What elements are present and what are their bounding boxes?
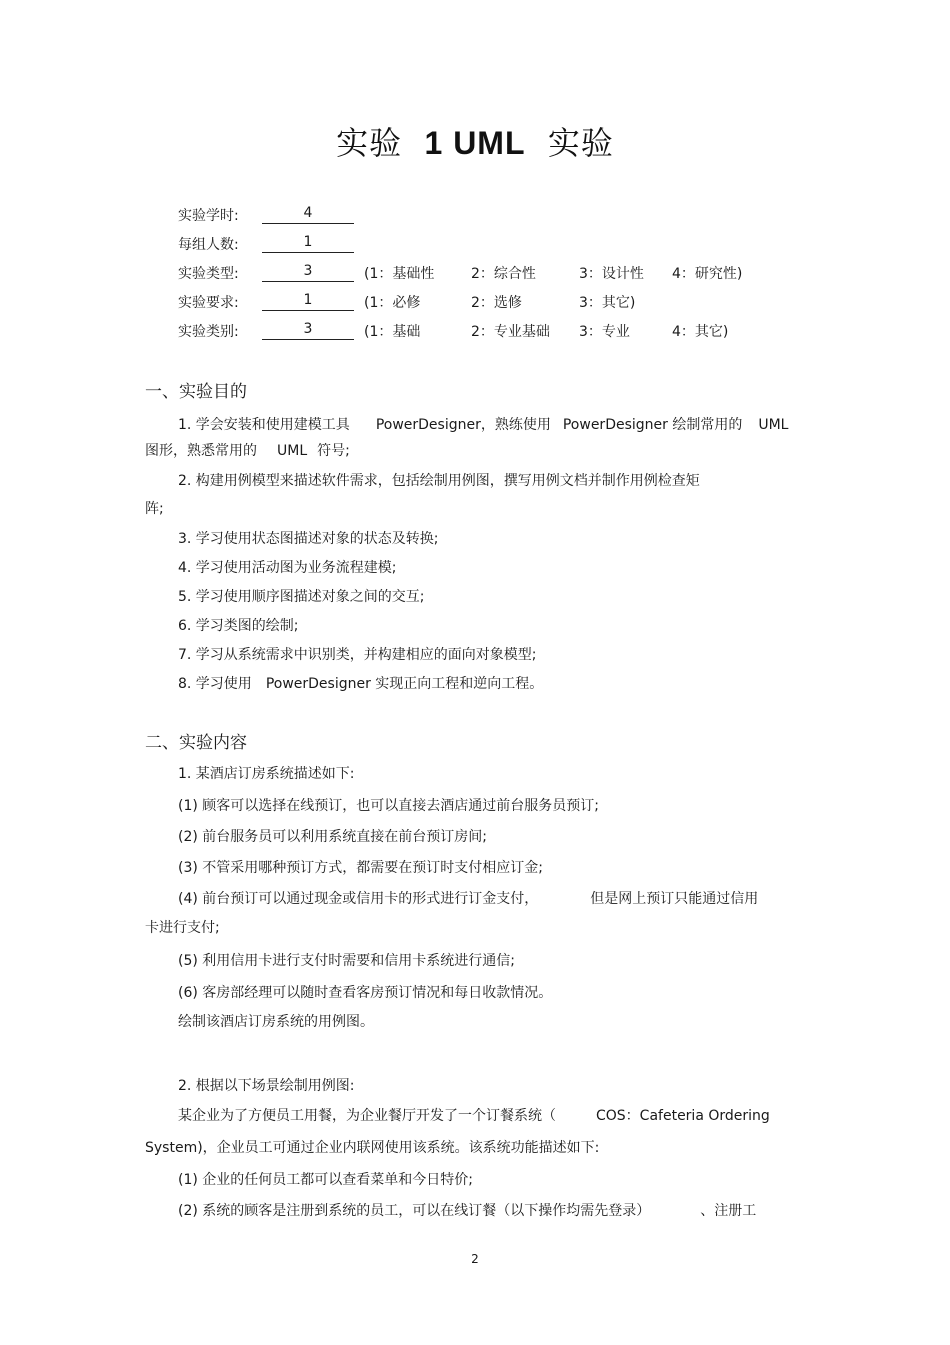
info-row-type bbox=[178, 261, 778, 285]
info-label: 每组人数: bbox=[178, 237, 239, 253]
content-line: 2. 根据以下场景绘制用例图: bbox=[178, 1078, 355, 1094]
objective-line: 8. 学习使用 PowerDesigner 实现正向工程和逆向工程。 bbox=[178, 676, 544, 692]
content-line: (1) 企业的任何员工都可以查看菜单和今日特价; bbox=[178, 1172, 473, 1188]
info-option: 2：选修 bbox=[471, 295, 522, 311]
content-line: (2) 系统的顾客是注册到系统的员工，可以在线订餐（以下操作均需先登录） 、注册工 bbox=[178, 1203, 757, 1219]
info-label: 实验学时: bbox=[178, 208, 239, 224]
info-label: 实验要求: bbox=[178, 295, 239, 311]
info-label: 实验类别: bbox=[178, 324, 239, 340]
info-row-requirement bbox=[178, 290, 778, 314]
info-value: 1 bbox=[262, 292, 354, 311]
content-line: System)，企业员工可通过企业内联网使用该系统。该系统功能描述如下: bbox=[145, 1140, 600, 1156]
title-suffix: 实验 bbox=[547, 124, 614, 162]
info-option: 3：其它) bbox=[579, 295, 636, 311]
content-line: (1) 顾客可以选择在线预订，也可以直接去酒店通过前台服务员预订; bbox=[178, 798, 599, 814]
objective-line: 7. 学习从系统需求中识别类，并构建相应的面向对象模型; bbox=[178, 647, 537, 663]
title-bold: 1 UML bbox=[424, 125, 526, 161]
content-line: 1. 某酒店订房系统描述如下: bbox=[178, 766, 355, 782]
info-option: 2：综合性 bbox=[471, 266, 536, 282]
info-option: 3：专业 bbox=[579, 324, 630, 340]
content-line: (5) 利用信用卡进行支付时需要和信用卡系统进行通信; bbox=[178, 953, 515, 969]
objective-line: 6. 学习类图的绘制; bbox=[178, 618, 299, 634]
objective-line: 2. 构建用例模型来描述软件需求，包括绘制用例图，撰写用例文档并制作用例检查矩 bbox=[178, 473, 700, 489]
document-title bbox=[0, 118, 950, 164]
content-line: 绘制该酒店订房系统的用例图。 bbox=[178, 1014, 374, 1030]
objective-line: 3. 学习使用状态图描述对象的状态及转换; bbox=[178, 531, 439, 547]
info-option: 4：其它) bbox=[672, 324, 729, 340]
content-line: (6) 客房部经理可以随时查看客房预订情况和每日收款情况。 bbox=[178, 985, 553, 1001]
info-option: (1：基础性 bbox=[364, 266, 435, 282]
content-line: (3) 不管采用哪种预订方式，都需要在预订时支付相应订金; bbox=[178, 860, 543, 876]
page-number: 2 bbox=[471, 1252, 479, 1266]
content-line: (4) 前台预订可以通过现金或信用卡的形式进行订金支付， 但是网上预订只能通过信用 bbox=[178, 891, 759, 907]
objective-line: 图形，熟悉常用的 UML 符号; bbox=[145, 443, 350, 459]
info-row-category bbox=[178, 319, 778, 343]
info-option: (1：必修 bbox=[364, 295, 421, 311]
section-heading-content: 二、实验内容 bbox=[145, 733, 247, 753]
objective-line: 5. 学习使用顺序图描述对象之间的交互; bbox=[178, 589, 425, 605]
objective-line: 1. 学会安装和使用建模工具 PowerDesigner，熟练使用 PowerDesigner 绘制常用的 UML bbox=[178, 417, 789, 433]
info-label: 实验类型: bbox=[178, 266, 239, 282]
content-line: 卡进行支付; bbox=[145, 920, 220, 936]
section-heading-objectives: 一、实验目的 bbox=[145, 382, 247, 402]
objective-line: 阵; bbox=[145, 501, 164, 517]
info-value: 4 bbox=[262, 205, 354, 224]
info-option: 2：专业基础 bbox=[471, 324, 550, 340]
info-option: 4：研究性) bbox=[672, 266, 743, 282]
title-prefix: 实验 bbox=[336, 124, 403, 162]
info-value: 1 bbox=[262, 234, 354, 253]
info-option: (1：基础 bbox=[364, 324, 421, 340]
info-value: 3 bbox=[262, 263, 354, 282]
info-value: 3 bbox=[262, 321, 354, 340]
content-line: 某企业为了方便员工用餐，为企业餐厅开发了一个订餐系统（ COS：Cafeteria Ordering bbox=[178, 1108, 770, 1124]
content-line: (2) 前台服务员可以利用系统直接在前台预订房间; bbox=[178, 829, 487, 845]
objective-line: 4. 学习使用活动图为业务流程建模; bbox=[178, 560, 397, 576]
info-option: 3：设计性 bbox=[579, 266, 644, 282]
